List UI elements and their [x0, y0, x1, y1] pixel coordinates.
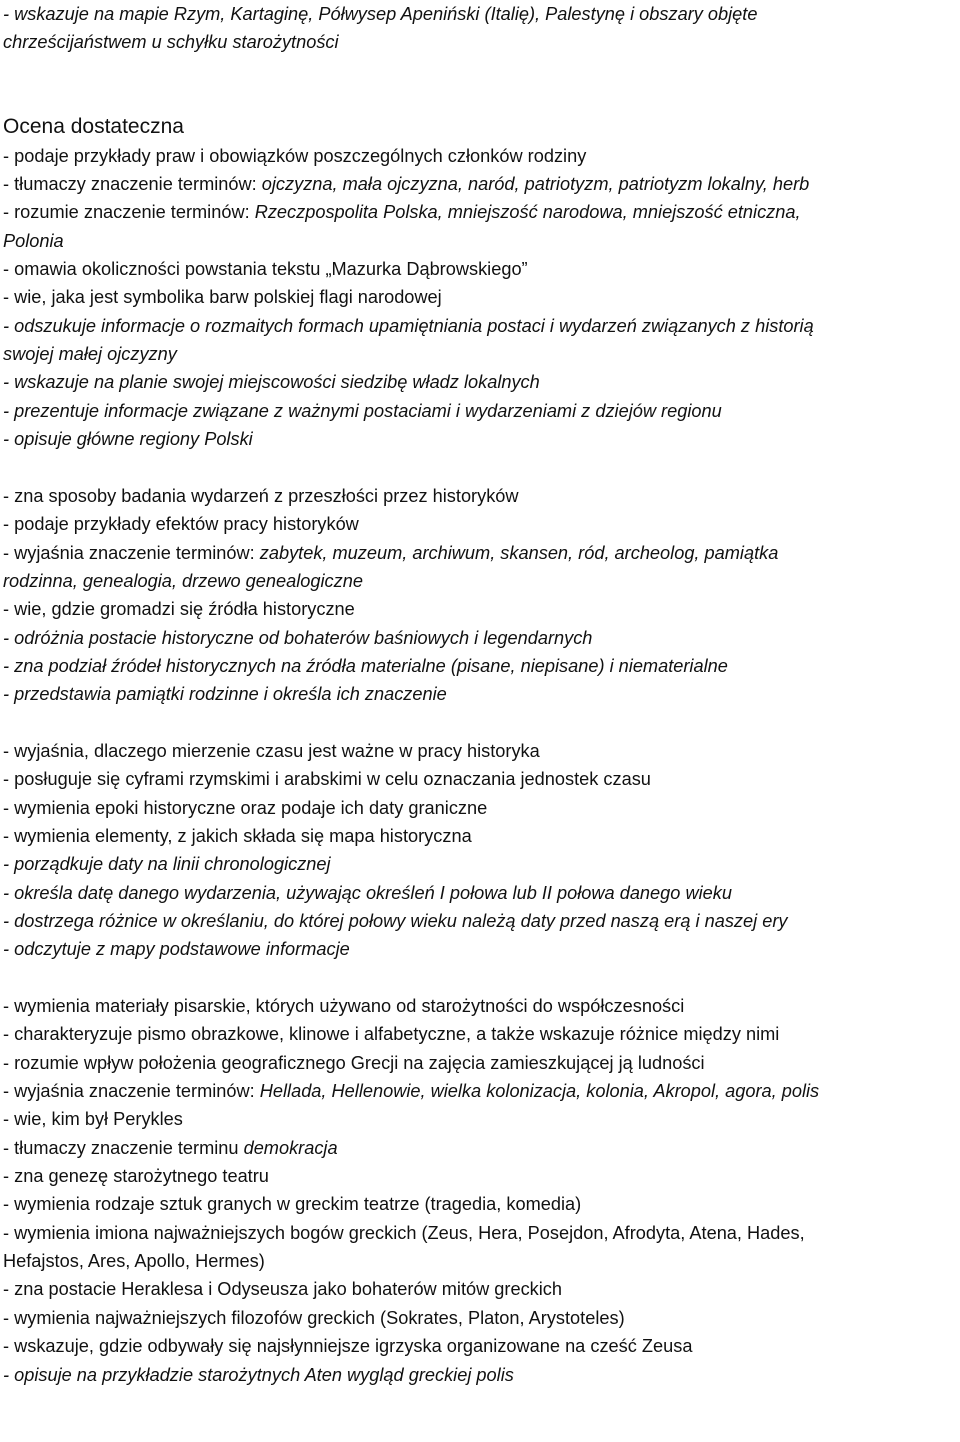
- list-item: [3, 482, 960, 510]
- item-text: - wyjaśnia znaczenie terminów:: [3, 542, 260, 563]
- list-item: [3, 822, 960, 850]
- list-item: [3, 1105, 960, 1133]
- item-text: - omawia okoliczności powstania tekstu „Mazurka Dąbrowskiego”: [3, 259, 528, 280]
- item-term-italic: - dostrzega różnice w określaniu, do której połowy wieku należą daty przed naszą erą i naszej ery: [3, 911, 788, 931]
- list-item: [3, 680, 960, 708]
- list-item: [3, 1361, 960, 1389]
- list-item: [3, 935, 960, 963]
- list-item: [3, 397, 960, 425]
- list-item: [3, 510, 960, 538]
- list-item: [3, 1247, 960, 1275]
- item-text: - zna genezę starożytnego teatru: [3, 1166, 269, 1187]
- list-item: [3, 170, 960, 198]
- list-item: [3, 312, 960, 340]
- section-heading: Ocena dostateczna: [3, 115, 184, 139]
- list-item: [3, 142, 960, 170]
- list-item: [3, 1304, 960, 1332]
- list-item: [3, 652, 960, 680]
- list-item: [3, 255, 960, 283]
- item-term-italic: - opisuje główne regiony Polski: [3, 429, 253, 450]
- item-term-italic: - porządkuje daty na linii chronologicznej: [3, 854, 331, 875]
- item-term-italic: - wskazuje na planie swojej miejscowości siedzibę władz lokalnych: [3, 372, 540, 393]
- item-text: - podaje przykłady efektów pracy historyków: [3, 514, 359, 535]
- requirements-block-4: [3, 992, 960, 1389]
- item-text: - wymienia imiona najważniejszych bogów greckich (Zeus, Hera, Posejdon, Afrodyta, Atena, Hades,: [3, 1222, 805, 1243]
- requirements-block-1: [3, 142, 960, 454]
- item-text: - wymienia rodzaje sztuk granych w greckim teatrze (tragedia, komedia): [3, 1194, 582, 1215]
- item-text: - wymienia elementy, z jakich składa się mapa historyczna: [3, 825, 472, 846]
- item-term-italic: - zna podział źródeł historycznych na źródła materialne (pisane, niepisane) i niematerialne: [3, 655, 728, 676]
- requirements-block-2: [3, 482, 960, 709]
- item-term-italic: - przedstawia pamiątki rodzinne i określa ich znaczenie: [3, 684, 447, 705]
- item-term-italic: - odróżnia postacie historyczne od bohaterów baśniowych i legendarnych: [3, 627, 593, 648]
- item-text: - wskazuje, gdzie odbywały się najsłynniejsze igrzyska organizowane na cześć Zeusa: [3, 1336, 693, 1357]
- list-item: [3, 624, 960, 652]
- list-item: [3, 1332, 960, 1360]
- list-item: [3, 198, 960, 226]
- item-term-italic: - odszukuje informacje o rozmaitych formach upamiętniania postaci i wydarzeń związanych z historią: [3, 315, 814, 336]
- item-term-italic: - odczytuje z mapy podstawowe informacje: [3, 939, 350, 960]
- list-item: [3, 794, 960, 822]
- item-text: - zna postacie Heraklesa i Odyseusza jako bohaterów mitów greckich: [3, 1279, 563, 1300]
- item-term-italic: - prezentuje informacje związane z ważnymi postaciami i wydarzeniami z dziejów regionu: [3, 400, 722, 421]
- item-text: - wie, jaka jest symbolika barw polskiej flagi narodowej: [3, 287, 442, 308]
- item-text: Hefajstos, Ares, Apollo, Hermes): [3, 1251, 265, 1272]
- item-term-italic: zabytek, muzeum, archiwum, skansen, ród, archeolog, pamiątka: [259, 542, 779, 563]
- list-item: [3, 1077, 960, 1105]
- item-term-italic: demokracja: [243, 1137, 338, 1158]
- item-text: - wymienia najważniejszych filozofów greckich (Sokrates, Platon, Arystoteles): [3, 1307, 625, 1328]
- item-term-italic: ojczyzna, mała ojczyzna, naród, patriotyzm, patriotyzm lokalny, herb: [261, 174, 810, 195]
- list-item: [3, 1219, 960, 1247]
- list-item: [3, 340, 960, 368]
- list-item: [3, 1162, 960, 1190]
- list-item: [3, 1190, 960, 1218]
- item-text: - wyjaśnia, dlaczego mierzenie czasu jest ważne w pracy historyka: [3, 740, 540, 761]
- item-term-italic: Polonia: [3, 230, 64, 251]
- item-term-italic: rodzinna, genealogia, drzewo genealogiczne: [3, 570, 363, 591]
- list-item: [3, 907, 960, 935]
- item-text: - tłumaczy znaczenie terminów:: [3, 174, 262, 195]
- list-item: [3, 1275, 960, 1303]
- list-item: [3, 737, 960, 765]
- item-term-italic: Hellada, Hellenowie, wielka kolonizacja, kolonia, Akropol, agora, polis: [259, 1081, 820, 1102]
- item-text: - rozumie wpływ położenia geograficznego Grecji na zajęcia zamieszkującej ją ludności: [3, 1052, 705, 1073]
- list-item: [3, 227, 960, 255]
- list-item: [3, 850, 960, 878]
- item-term-italic: swojej małej ojczyzny: [3, 344, 177, 365]
- item-text: - posługuje się cyframi rzymskimi i arabskimi w celu oznaczania jednostek czasu: [3, 769, 651, 790]
- item-text: - wymienia materiały pisarskie, których używano od starożytności do współczesności: [3, 996, 685, 1017]
- list-item: [3, 425, 960, 453]
- list-item: [3, 879, 960, 907]
- item-term-italic: - określa datę danego wydarzenia, używając określeń I połowa lub II połowa danego wieku: [3, 882, 732, 903]
- list-item: [3, 283, 960, 311]
- text-line: chrześcijaństwem u schyłku starożytności: [3, 32, 339, 53]
- list-item: [3, 765, 960, 793]
- item-text: - podaje przykłady praw i obowiązków poszczególnych członków rodziny: [3, 145, 587, 166]
- list-item: [3, 1134, 960, 1162]
- item-text: - wyjaśnia znaczenie terminów:: [3, 1081, 260, 1102]
- item-text: - zna sposoby badania wydarzeń z przeszłości przez historyków: [3, 485, 519, 506]
- item-text: - wymienia epoki historyczne oraz podaje ich daty graniczne: [3, 797, 488, 818]
- list-item: [3, 368, 960, 396]
- text-line: - wskazuje na mapie Rzym, Kartaginę, Półwysep Apeniński (Italię), Palestynę i obszary objęte: [3, 4, 758, 24]
- list-item: [3, 1049, 960, 1077]
- item-term-italic: - opisuje na przykładzie starożytnych Aten wygląd greckiej polis: [3, 1364, 514, 1385]
- item-text: - wie, gdzie gromadzi się źródła historyczne: [3, 599, 355, 620]
- list-item: [3, 992, 960, 1020]
- item-text: - rozumie znaczenie terminów:: [3, 202, 255, 223]
- requirements-block-3: [3, 737, 960, 964]
- item-text: - charakteryzuje pismo obrazkowe, klinowe i alfabetyczne, a także wskazuje różnice między nimi: [3, 1024, 780, 1045]
- list-item: [3, 539, 960, 567]
- intro-section: [3, 0, 960, 57]
- list-item: [3, 595, 960, 623]
- list-item: [3, 1020, 960, 1048]
- item-term-italic: Rzeczpospolita Polska, mniejszość narodowa, mniejszość etniczna,: [254, 202, 801, 223]
- item-text: - tłumaczy znaczenie terminu: [3, 1137, 244, 1158]
- item-text: - wie, kim był Perykles: [3, 1109, 183, 1130]
- list-item: [3, 567, 960, 595]
